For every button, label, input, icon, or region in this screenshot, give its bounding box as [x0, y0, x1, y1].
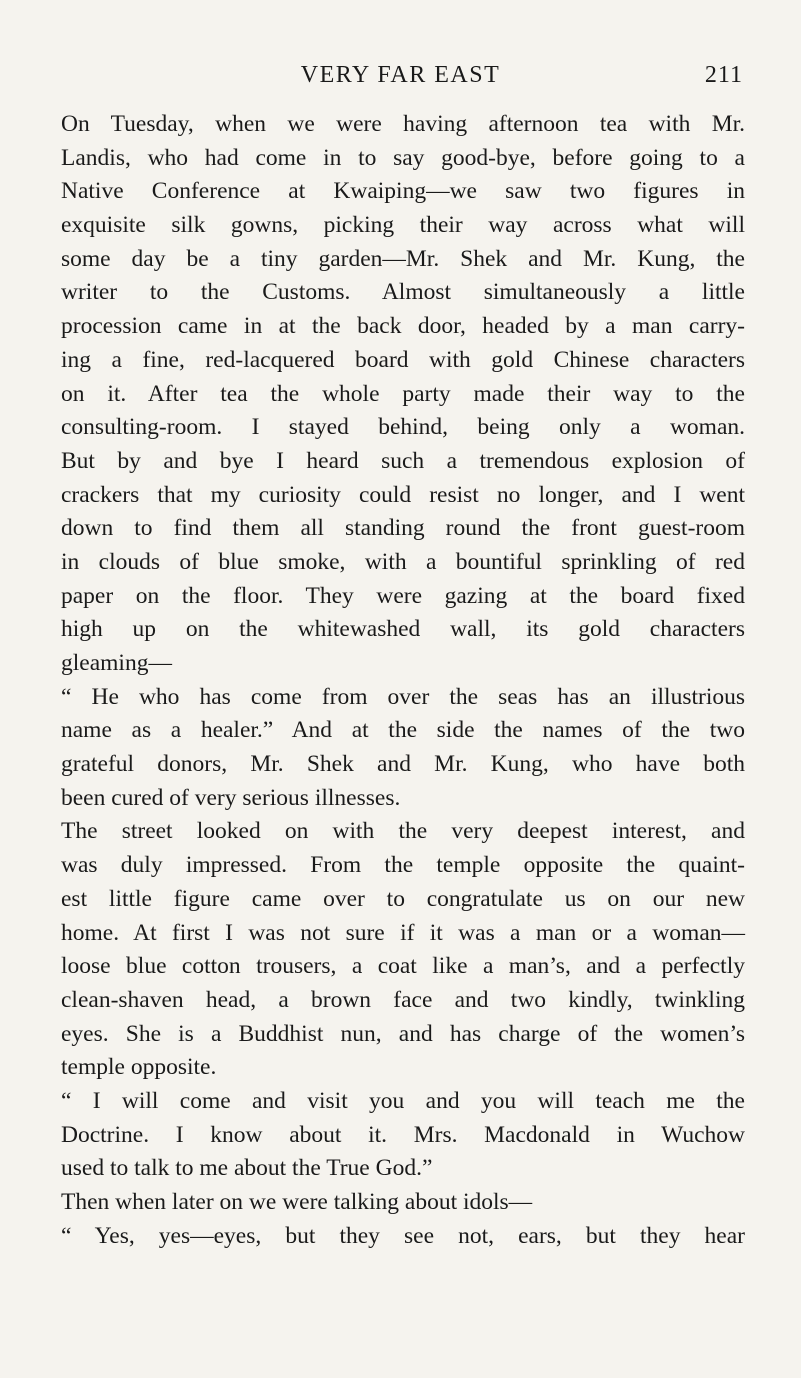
- running-title: VERY FAR EAST: [300, 62, 501, 88]
- text-line: exquisite silk gowns, picking their way across what will: [61, 212, 745, 239]
- text-line: gleaming—: [61, 650, 172, 676]
- text-line: est little figure came over to congratulate us on our new: [61, 885, 745, 912]
- text-line: “ I will come and visit you and you will teach me the: [61, 1087, 745, 1114]
- text-line: temple opposite.: [61, 1054, 217, 1081]
- text-line: loose blue cotton trousers, a coat like a man’s, and a perfectly: [61, 953, 745, 980]
- text-line: been cured of very serious illnesses.: [61, 784, 401, 811]
- text-line: Native Conference at Kwaiping—we saw two figures in: [61, 178, 745, 205]
- text-line: name as a healer.” And at the side the names of the two: [61, 717, 745, 744]
- text-line: grateful donors, Mr. Shek and Mr. Kung, who have both: [61, 751, 745, 778]
- text-line: Then when later on we were talking about idols—: [61, 1189, 533, 1215]
- text-line: some day be a tiny garden—Mr. Shek and Mr. Kung, the: [61, 245, 745, 272]
- text-line: But by and bye I heard such a tremendous explosion of: [61, 447, 745, 474]
- text-line: procession came in at the back door, headed by a man carry-: [61, 313, 745, 340]
- text-line: home. At first I was not sure if it was a man or a woman—: [61, 919, 745, 946]
- text-line: down to find them all standing round the front guest-room: [61, 515, 745, 542]
- text-line: high up on the whitewashed wall, its gold characters: [61, 616, 745, 643]
- text-line: in clouds of blue smoke, with a bountiful sprinkling of red: [61, 548, 745, 575]
- text-line: ing a fine, red-lacquered board with gold Chinese characters: [61, 346, 745, 373]
- text-line: on it. After tea the whole party made their way to the: [61, 380, 745, 407]
- page-number: 211: [704, 62, 743, 88]
- text-line: clean-shaven head, a brown face and two kindly, twinkling: [61, 986, 745, 1013]
- text-line: consulting-room. I stayed behind, being only a woman.: [61, 414, 745, 441]
- text-line: paper on the floor. They were gazing at the board fixed: [61, 582, 745, 609]
- text-line: writer to the Customs. Almost simultaneously a little: [61, 279, 745, 306]
- text-line: eyes. She is a Buddhist nun, and has charge of the women’s: [61, 1020, 745, 1047]
- text-line: Landis, who had come in to say good-bye, before going to a: [61, 144, 745, 171]
- text-line: was duly impressed. From the temple opposite the quaint-: [61, 852, 745, 879]
- text-line: crackers that my curiosity could resist no longer, and I went: [61, 481, 745, 508]
- text-line: Doctrine. I know about it. Mrs. Macdonald in Wuchow: [61, 1121, 745, 1148]
- running-head: [0, 58, 801, 92]
- text-line: On Tuesday, when we were having afternoon tea with Mr.: [61, 111, 745, 137]
- body-text: [61, 108, 745, 1253]
- text-line: “ He who has come from over the seas has an illustrious: [61, 683, 745, 710]
- text-line: used to talk to me about the True God.”: [61, 1155, 433, 1182]
- text-line: “ Yes, yes—eyes, but they see not, ears, but they hear: [61, 1222, 745, 1249]
- text-line: The street looked on with the very deepest interest, and: [61, 818, 745, 845]
